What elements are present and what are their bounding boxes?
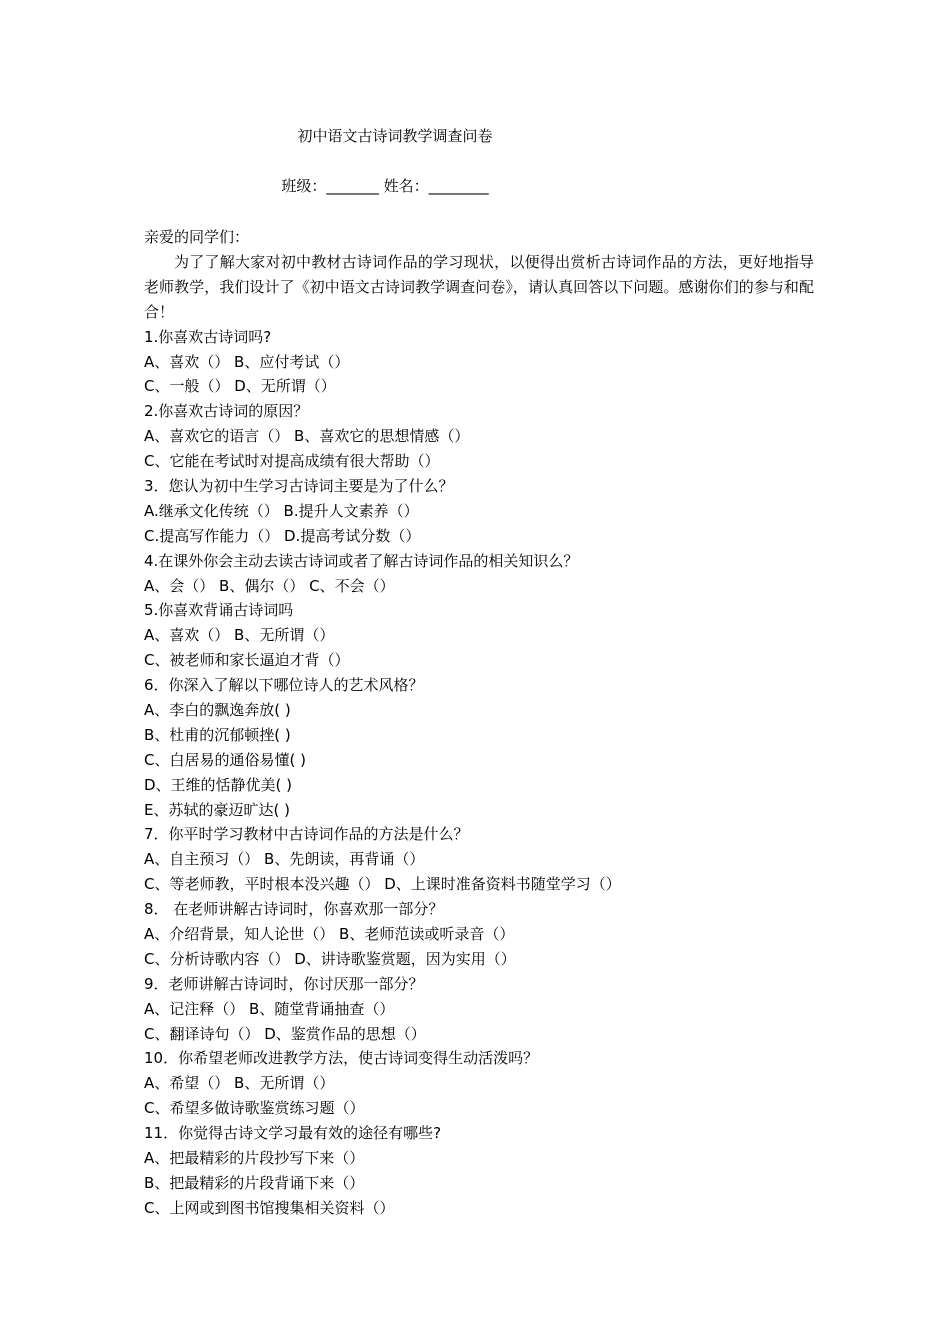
question-line: A、记注释（） B、随堂背诵抽查（） bbox=[144, 999, 395, 1018]
question-line: C.提高写作能力（） D.提高考试分数（） bbox=[144, 526, 421, 545]
question-line: D、王维的恬静优美( ) bbox=[144, 775, 293, 794]
question-line: C、上网或到图书馆搜集相关资料（） bbox=[144, 1198, 395, 1217]
question-line: A、会（） B、偶尔（） C、不会（） bbox=[144, 576, 395, 595]
question-line: C、等老师教，平时根本没兴趣（） D、上课时准备资料书随堂学习（） bbox=[144, 875, 621, 894]
question-line: C、被老师和家长逼迫才背（） bbox=[144, 651, 350, 670]
question-line: C、分析诗歌内容（） D、讲诗歌鉴赏题，因为实用（） bbox=[144, 949, 516, 968]
greeting: 亲爱的同学们： bbox=[144, 228, 250, 246]
question-line: C、翻译诗句（） D、鉴赏作品的思想（） bbox=[144, 1024, 426, 1043]
question-line: 11．你觉得古诗文学习最有效的途径有哪些? bbox=[144, 1124, 442, 1143]
question-line: A、介绍背景，知人论世（） B、老师范读或听录音（） bbox=[144, 924, 515, 943]
question-line: A、李白的飘逸奔放( ) bbox=[144, 700, 291, 719]
question-line: 9．老师讲解古诗词时，你讨厌那一部分？ bbox=[144, 974, 424, 993]
question-line: 2.你喜欢古诗词的原因？ bbox=[144, 402, 309, 421]
question-line: C、一般（） D、无所谓（） bbox=[144, 377, 336, 396]
question-line: 4.在课外你会主动去读古诗词或者了解古诗词作品的相关知识么？ bbox=[144, 551, 579, 570]
question-line: A、自主预习（） B、先朗读，再背诵（） bbox=[144, 850, 425, 869]
document-body bbox=[144, 225, 814, 1221]
question-line: 1.你喜欢古诗词吗? bbox=[144, 327, 272, 346]
question-line: 10．你希望老师改进教学方法，使古诗词变得生动活泼吗？ bbox=[144, 1049, 539, 1068]
question-list bbox=[144, 325, 814, 1221]
class-name-line: 班级：_______ 姓名：________ bbox=[281, 177, 489, 195]
intro-paragraph: 为了了解大家对初中教材古诗词作品的学习现状，以便得出赏析古诗词作品的方法，更好地指导老师教学，我们设计了《初中语文古诗词教学调查问卷》，请认真回答以下问题。感谢你们的参与和配合！ bbox=[144, 252, 814, 321]
question-line: A.继承文化传统（） B.提升人文素养（） bbox=[144, 501, 419, 520]
question-line: 3．您认为初中生学习古诗词主要是为了什么？ bbox=[144, 476, 454, 495]
question-line: B、把最精彩的片段背诵下来（） bbox=[144, 1173, 365, 1192]
question-line: C、它能在考试时对提高成绩有很大帮助（） bbox=[144, 452, 440, 471]
question-line: 8． 在老师讲解古诗词时，你喜欢那一部分？ bbox=[144, 900, 444, 919]
question-line: A、喜欢它的语言（） B、喜欢它的思想情感（） bbox=[144, 427, 470, 446]
question-line: 6．你深入了解以下哪位诗人的艺术风格？ bbox=[144, 676, 424, 695]
question-line: 5.你喜欢背诵古诗词吗 bbox=[144, 601, 294, 620]
question-line: A、希望（） B、无所谓（） bbox=[144, 1074, 335, 1093]
question-line: A、喜欢（） B、应付考试（） bbox=[144, 352, 350, 371]
question-line: B、杜甫的沉郁顿挫( ) bbox=[144, 725, 291, 744]
question-line: C、白居易的通俗易懂( ) bbox=[144, 750, 306, 769]
question-line: 7．你平时学习教材中古诗词作品的方法是什么？ bbox=[144, 825, 469, 844]
question-line: A、把最精彩的片段抄写下来（） bbox=[144, 1149, 365, 1167]
question-line: A、喜欢（） B、无所谓（） bbox=[144, 626, 335, 645]
question-line: E、苏轼的豪迈旷达( ) bbox=[144, 800, 290, 819]
question-line: C、希望多做诗歌鉴赏练习题（） bbox=[144, 1099, 365, 1118]
document-title: 初中语文古诗词教学调查问卷 bbox=[297, 127, 493, 145]
